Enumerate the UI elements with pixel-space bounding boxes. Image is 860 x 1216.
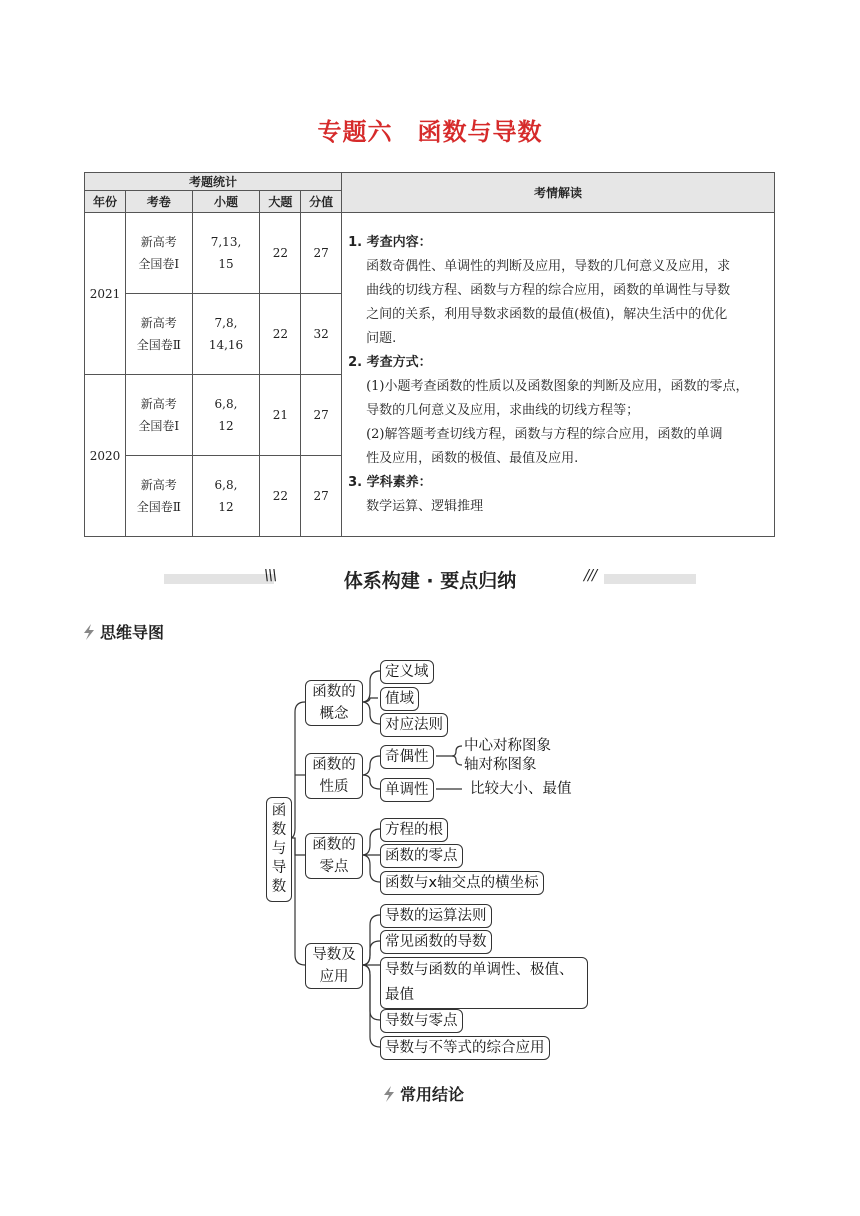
mindmap-heading: 思维导图 [82,620,164,643]
col-big: 大题 [260,191,301,213]
col-score: 分值 [301,191,342,213]
branch-zeros: 函数的 零点 [305,833,363,879]
col-paper: 考卷 [125,191,192,213]
leaf-common-derivatives: 常见函数的导数 [380,930,492,954]
small-q-cell: 6,8, 12 [192,375,260,456]
leaf-parity: 奇偶性 [380,745,434,769]
banner-left-deco: \\\ [264,566,277,584]
conclusion-heading: 常用结论 [382,1082,464,1105]
small-q-cell: 7,8, 14,16 [192,294,260,375]
leaf-monotonicity: 单调性 [380,778,434,802]
parity-axial-symmetry: 轴对称图象 [464,757,537,773]
col-small: 小题 [192,191,260,213]
paper-cell: 新高考 全国卷Ⅰ [125,375,192,456]
branch-properties: 函数的 性质 [305,753,363,799]
paper-cell: 新高考 全国卷Ⅰ [125,213,192,294]
score-cell: 27 [301,213,342,294]
leaf-function-zero: 函数的零点 [380,844,463,868]
big-q-cell: 22 [260,213,301,294]
leaf-inequality-applications: 导数与不等式的综合应用 [380,1036,550,1060]
big-q-cell: 21 [260,375,301,456]
interp-heading-1: 1. 考查内容： [348,234,432,250]
score-cell: 27 [301,456,342,537]
leaf-mapping-rule: 对应法则 [380,713,448,737]
year-cell: 2020 [85,375,126,537]
leaf-monotonic-extrema: 导数与函数的单调性、极值、 最值 [380,957,588,1009]
header-interp: 考情解读 [342,173,775,213]
paper-cell: 新高考 全国卷Ⅱ [125,294,192,375]
interp-cell: 1. 考查内容： 函数奇偶性、单调性的判断及应用，导数的几何意义及应用，求 曲线的切线方程、函数与方程的综合应用，函数的单调性与导数 之间的关系，利用导数求函数的最值(极值)，解决生活中的优化 问题. 2. 考查方式： (1)小题考查函数的性质以及函数图象的判断及应用，函数的零点， 导数的几何意义及应用，求曲线的切线方程等； (2)解答题考查切线方程，函数与方程的综合应用，函数的单调 性及应用，函数的极值、最值及应用. 3. 学科素养： 数学运算、逻辑推理 [342,213,775,537]
header-stats: 考题统计 [85,173,342,191]
leaf-derivative-zeros: 导数与零点 [380,1009,463,1033]
score-cell: 27 [301,375,342,456]
leaf-domain: 定义域 [380,660,434,684]
small-q-cell: 7,13, 15 [192,213,260,294]
paper-cell: 新高考 全国卷Ⅱ [125,456,192,537]
col-year: 年份 [85,191,126,213]
leaf-equation-root: 方程的根 [380,818,448,842]
mindmap-root: 函数与导数 [266,797,292,902]
page-title: 专题六 函数与导数 [317,118,543,146]
interp-heading-3: 3. 学科素养： [348,474,432,490]
branch-derivative: 导数及 应用 [305,943,363,989]
leaf-range: 值域 [380,687,419,711]
parity-central-symmetry: 中心对称图象 [464,738,551,754]
branch-concept: 函数的 概念 [305,680,363,726]
year-cell: 2021 [85,213,126,375]
small-q-cell: 6,8, 12 [192,456,260,537]
monotonicity-use: 比较大小、最值 [470,781,572,797]
interp-heading-2: 2. 考查方式： [348,354,432,370]
leaf-x-intercept: 函数与x轴交点的横坐标 [380,871,544,895]
score-cell: 32 [301,294,342,375]
banner-right-deco: /// [584,566,597,584]
leaf-derivative-rules: 导数的运算法则 [380,904,492,928]
big-q-cell: 22 [260,456,301,537]
big-q-cell: 22 [260,294,301,375]
section-title: 体系构建 · 要点归纳 [343,570,517,592]
